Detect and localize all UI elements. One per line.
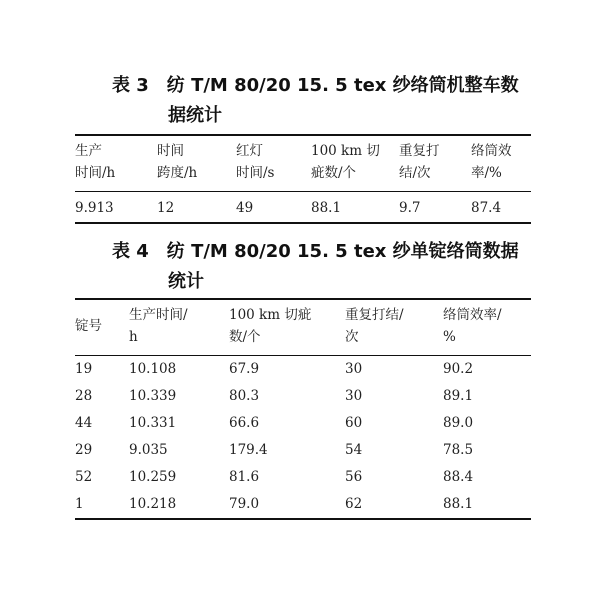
- table4-cell: 66.6: [229, 415, 260, 431]
- table4-cell: 88.1: [443, 496, 474, 512]
- table4-header-cell: 络筒效率/ %: [443, 307, 502, 345]
- table4-cell: 19: [75, 361, 93, 377]
- table4-top-rule: [75, 298, 531, 300]
- table4-cell: 88.4: [443, 469, 474, 485]
- table3-cell: 9.7: [399, 200, 421, 216]
- table4-cell: 60: [345, 415, 363, 431]
- table4-cell: 30: [345, 388, 363, 404]
- table3-header-cell: 时间 跨度/h: [157, 143, 198, 181]
- table4-cell: 10.108: [129, 361, 177, 377]
- table4-cell: 179.4: [229, 442, 268, 458]
- table3-cell: 12: [157, 200, 175, 216]
- table4-cell: 89.1: [443, 388, 474, 404]
- table3-bottom-rule: [75, 222, 531, 224]
- table4-cell: 81.6: [229, 469, 260, 485]
- table4-cell: 90.2: [443, 361, 474, 377]
- table4-cell: 80.3: [229, 388, 260, 404]
- table4-header-rule: [75, 355, 531, 356]
- table4-cell: 62: [345, 496, 363, 512]
- table3-top-rule: [75, 134, 531, 136]
- table4-cell: 29: [75, 442, 93, 458]
- table4-cell: 44: [75, 415, 93, 431]
- table4-cell: 28: [75, 388, 93, 404]
- table3-header-cell: 重复打 结/次: [399, 143, 440, 181]
- table4-cell: 52: [75, 469, 93, 485]
- table4-cell: 79.0: [229, 496, 260, 512]
- table4-header-cell: 重复打结/ 次: [345, 307, 404, 345]
- table4-cell: 10.331: [129, 415, 177, 431]
- table4: [75, 298, 531, 520]
- table4-cell: 54: [345, 442, 363, 458]
- table3-cell: 9.913: [75, 200, 114, 216]
- table4-cell: 78.5: [443, 442, 474, 458]
- table3-cell: 87.4: [471, 200, 502, 216]
- table4-header-cell: 生产时间/ h: [129, 307, 188, 345]
- table4-header-cell: 100 km 切疵 数/个: [229, 307, 312, 345]
- table4-caption: [112, 237, 542, 297]
- table3-header-rule: [75, 191, 531, 192]
- table4-caption-line2: 统计: [168, 271, 204, 292]
- table4-cell: 10.339: [129, 388, 177, 404]
- table3-header-cell: 生产 时间/h: [75, 143, 116, 181]
- table4-header-cell: 锭号: [75, 318, 102, 334]
- table3-caption: [112, 71, 542, 131]
- table3: [75, 134, 531, 224]
- table4-cell: 10.259: [129, 469, 177, 485]
- table4-cell: 1: [75, 496, 84, 512]
- table4-caption-line1: 纺 T/M 80/20 15. 5 tex 纱单锭络筒数据: [166, 241, 519, 262]
- table4-cell: 30: [345, 361, 363, 377]
- table4-bottom-rule: [75, 518, 531, 520]
- table4-cell: 67.9: [229, 361, 260, 377]
- table3-header-cell: 络筒效 率/%: [471, 143, 512, 181]
- table4-cell: 56: [345, 469, 363, 485]
- table4-cell: 9.035: [129, 442, 168, 458]
- table3-cell: 49: [236, 200, 254, 216]
- table3-caption-number: 表 3: [112, 75, 149, 96]
- table3-cell: 88.1: [311, 200, 342, 216]
- table3-caption-line1: 纺 T/M 80/20 15. 5 tex 纱络筒机整车数: [166, 75, 519, 96]
- table4-cell: 89.0: [443, 415, 474, 431]
- table4-cell: 10.218: [129, 496, 177, 512]
- table3-header-cell: 红灯 时间/s: [236, 143, 275, 181]
- table3-header-cell: 100 km 切 疵数/个: [311, 143, 380, 181]
- table3-caption-line2: 据统计: [168, 105, 222, 126]
- table4-caption-number: 表 4: [112, 241, 149, 262]
